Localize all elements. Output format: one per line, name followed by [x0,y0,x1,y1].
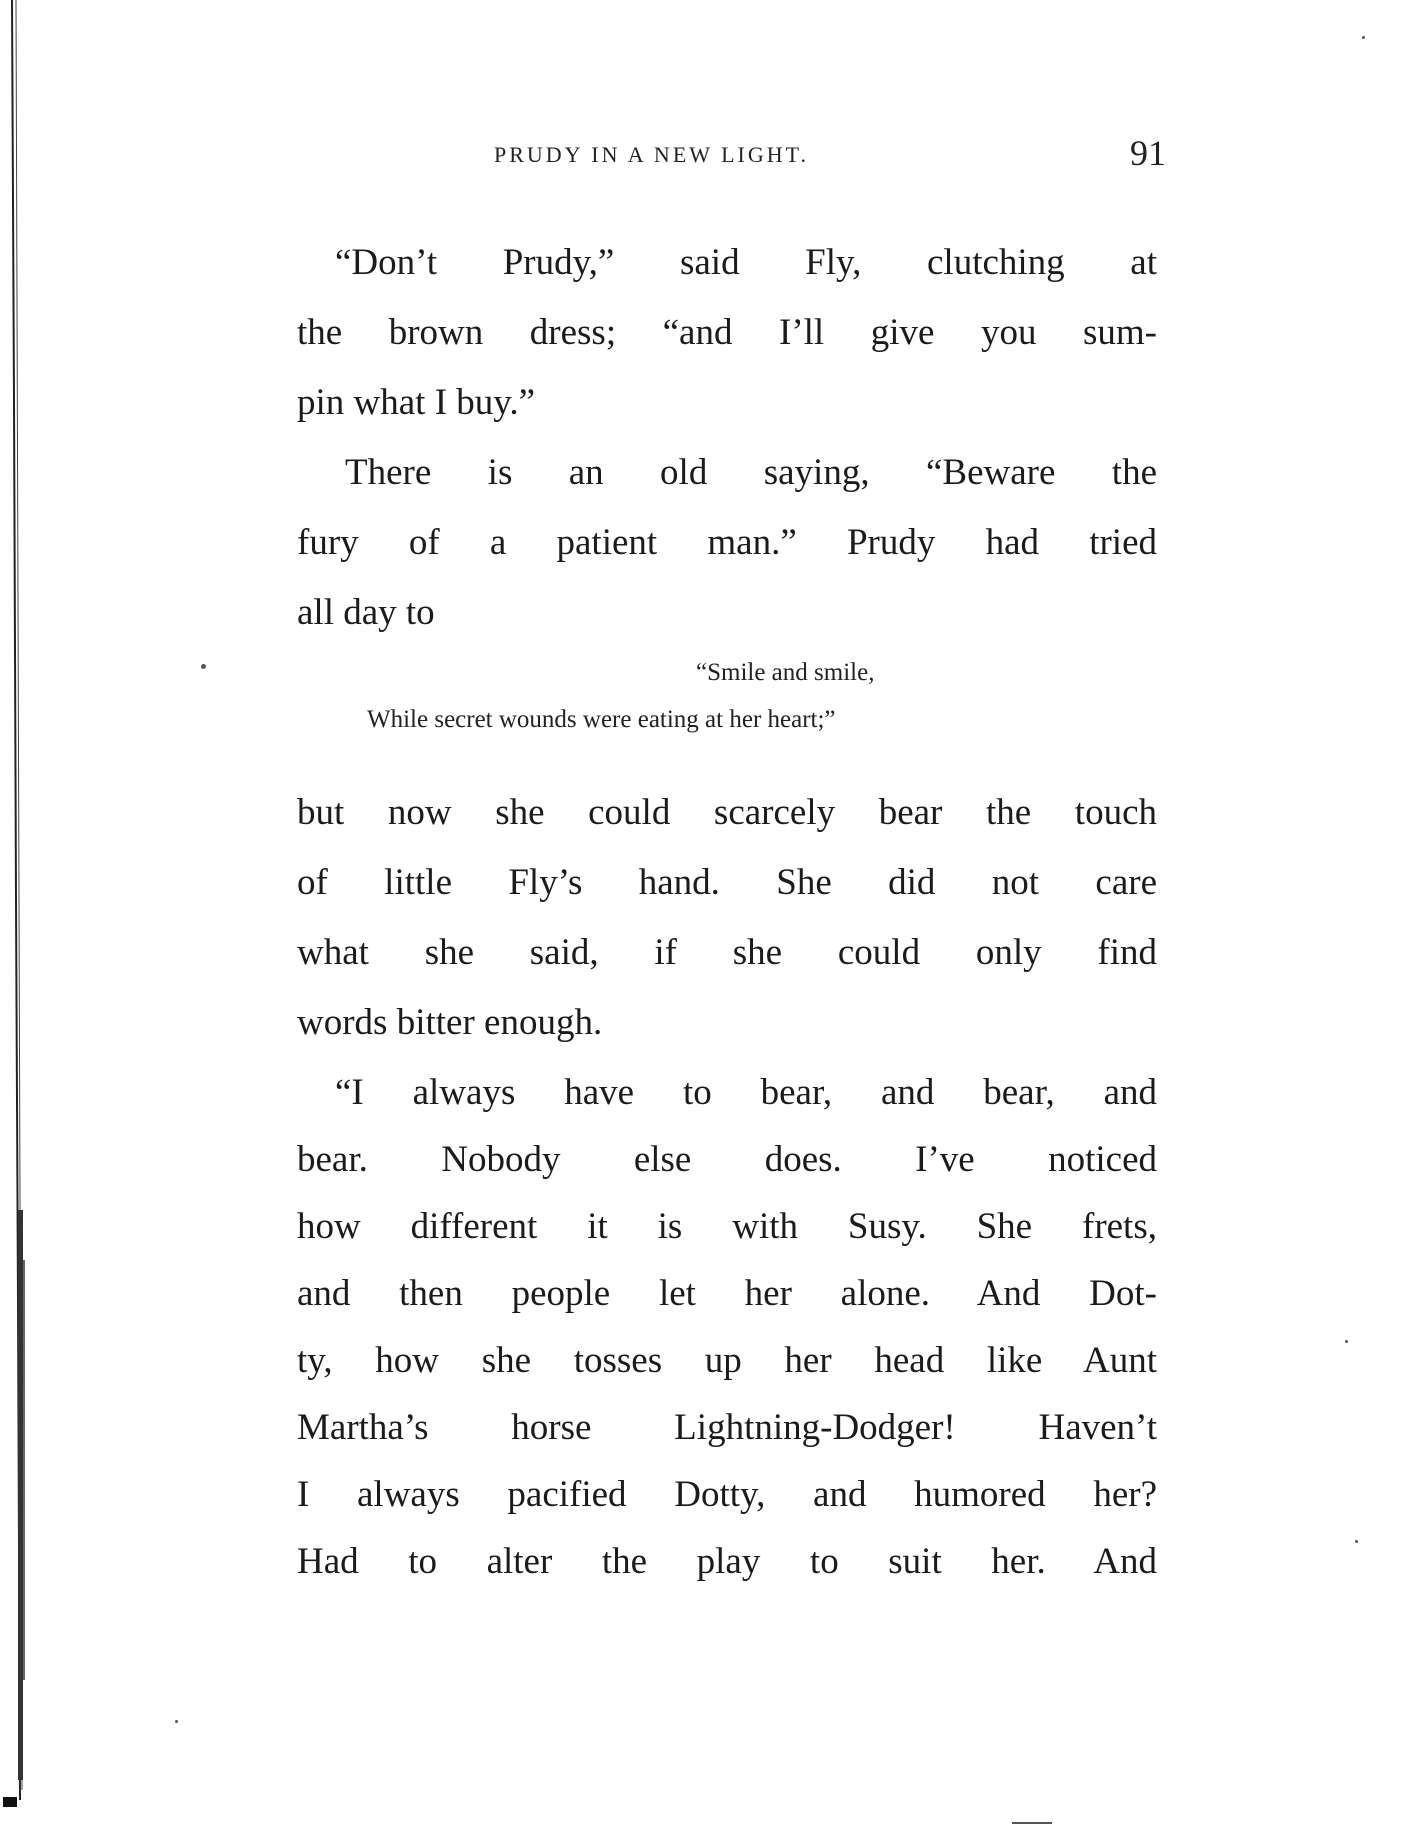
scan-speck [1355,1540,1358,1543]
text-line: pin what I buy.” [297,382,536,423]
verse-line: “Smile and smile, [696,659,875,686]
running-title: PRUDY IN A NEW LIGHT. [494,142,809,167]
text-line: Had to alter the play to suit her. And [297,1541,1157,1582]
scan-speck [1362,36,1365,39]
text-line: the brown dress; “and I’ll give you sum- [297,312,1157,353]
text-line: but now she could scarcely bear the touch [297,792,1157,833]
text-line: fury of a patient man.” Prudy had tried [297,522,1157,563]
text-line: ty, how she tosses up her head like Aunt [297,1340,1157,1381]
text-line: bear. Nobody else does. I’ve noticed [297,1139,1157,1180]
text-line: Martha’s horse Lightning-Dodger! Haven’t [297,1407,1157,1448]
scan-speck [1345,1340,1348,1343]
page-header [494,133,1166,178]
text-line: “Don’t Prudy,” said Fly, clutching at [335,242,1157,283]
text-line: “I always have to bear, and bear, and [335,1072,1157,1113]
scan-speck [201,664,206,669]
verse-line: While secret wounds were eating at her heart;” [367,706,836,733]
page-binding-edge [0,0,30,1835]
text-line: what she said, if she could only find [297,932,1157,973]
text-line: all day to [297,592,435,633]
text-line: how different it is with Susy. She frets, [297,1206,1157,1247]
text-line: words bitter enough. [297,1002,603,1043]
text-line: There is an old saying, “Beware the [345,452,1157,493]
text-line: I always pacified Dotty, and humored her? [297,1474,1157,1515]
scan-speck [175,1720,178,1723]
scan-speck [1012,1822,1052,1824]
page-number: 91 [1130,133,1166,173]
text-line: of little Fly’s hand. She did not care [297,862,1157,903]
text-line: and then people let her alone. And Dot- [297,1273,1157,1314]
